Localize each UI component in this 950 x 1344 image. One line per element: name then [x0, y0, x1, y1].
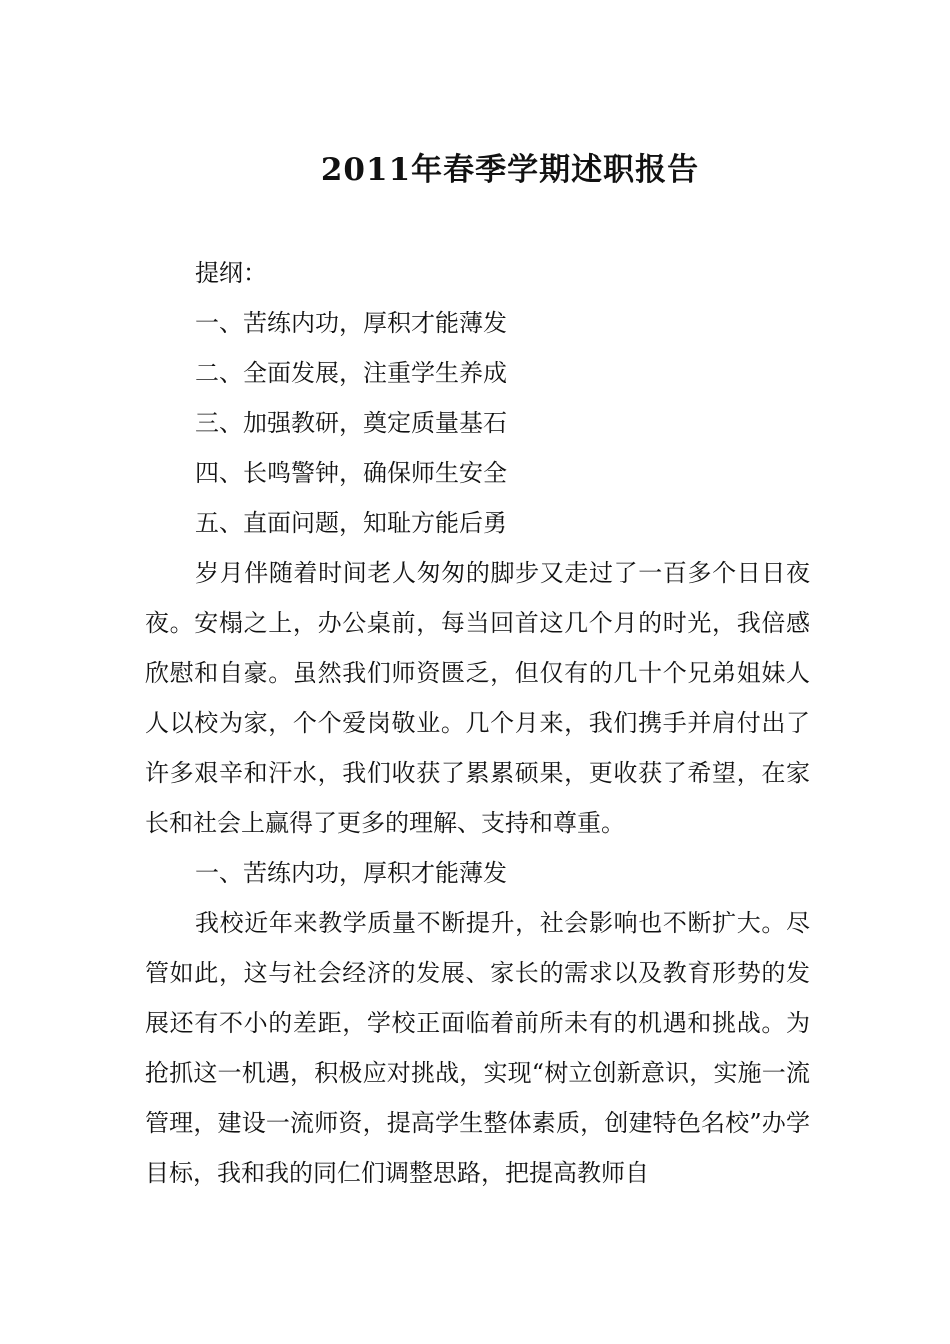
section-heading: 一、苦练内功，厚积才能薄发 [195, 859, 507, 887]
document-title: 2011年春季学期述职报告 [320, 152, 700, 188]
outline-item: 四、长鸣警钟，确保师生安全 [195, 459, 507, 487]
outline-item: 一、苦练内功，厚积才能薄发 [195, 309, 507, 337]
intro-paragraph: 岁月伴随着时间老人匆匆的脚步又走过了一百多个日日夜夜。安榻之上，办公桌前，每当回首这几个月的时光，我倍感欣慰和自豪。虽然我们师资匮乏，但仅有的几十个兄弟姐妹人人以校为家，个个爱岗敬业。几个月来，我们携手并肩付出了许多艰辛和汗水，我们收获了累累硕果，更收获了希望，在家长和社会上赢得了更多的理解、支持和尊重。 [145, 559, 810, 837]
section-paragraph: 我校近年来教学质量不断提升，社会影响也不断扩大。尽管如此，这与社会经济的发展、家长的需求以及教育形势的发展还有不小的差距，学校正面临着前所未有的机遇和挑战。为抢抓这一机遇，积极应对挑战，实现“树立创新意识，实施一流管理，建设一流师资，提高学生整体素质，创建特色名校”办学目标，我和我的同仁们调整思路，把提高教师自 [145, 909, 810, 1187]
report-body [145, 548, 810, 1198]
outline-item: 五、直面问题，知耻方能后勇 [195, 509, 507, 537]
outline-section [145, 248, 810, 548]
outline-item: 三、加强教研，奠定质量基石 [195, 409, 507, 437]
outline-label: 提纲： [195, 259, 267, 287]
outline-item: 二、全面发展，注重学生养成 [195, 359, 507, 387]
